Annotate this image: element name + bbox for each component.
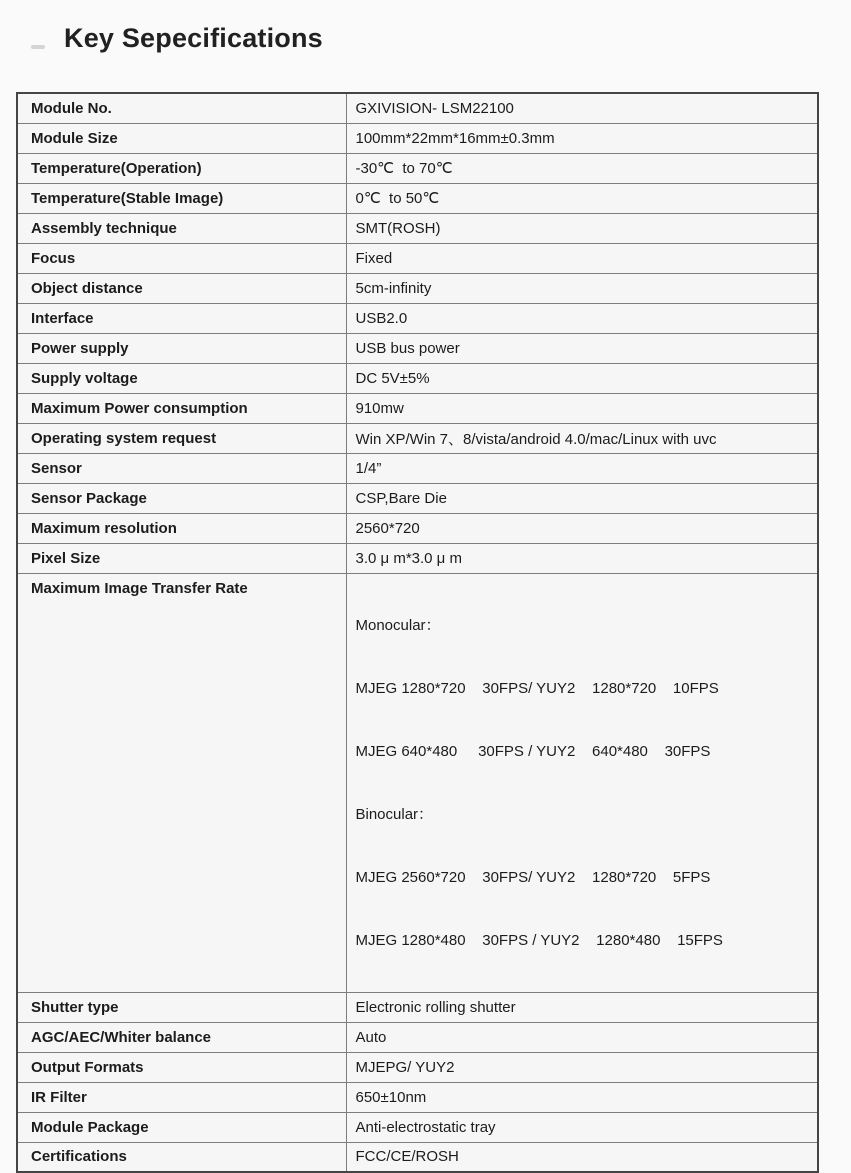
page-title: Key Sepecifications xyxy=(64,23,323,53)
spec-table xyxy=(16,92,819,1173)
spec-label-maximum-power-consumption: Maximum Power consumption xyxy=(17,393,346,423)
table-row xyxy=(17,213,818,243)
table-row xyxy=(17,453,818,483)
table-row xyxy=(17,123,818,153)
table-row xyxy=(17,243,818,273)
table-row xyxy=(17,303,818,333)
spec-label-temperature-stable-image: Temperature(Stable Image) xyxy=(17,183,346,213)
spec-value-maximum-image-transfer-rate xyxy=(346,573,818,992)
rate-line-binocular-2: MJEG 1280*480 30FPS / YUY2 1280*480 15FPS xyxy=(355,931,723,949)
spec-value-supply-voltage: DC 5V±5% xyxy=(346,363,818,393)
spec-value-module-size: 100mm*22mm*16mm±0.3mm xyxy=(346,123,818,153)
spec-value-temperature-stable-image: 0℃ to 50℃ xyxy=(346,183,818,213)
table-row xyxy=(17,543,818,573)
spec-value-power-supply: USB bus power xyxy=(346,333,818,363)
spec-label-temperature-operation: Temperature(Operation) xyxy=(17,153,346,183)
spec-label-object-distance: Object distance xyxy=(17,273,346,303)
rate-line-monocular-2: MJEG 640*480 30FPS / YUY2 640*480 30FPS xyxy=(355,742,711,760)
spec-value-module-package: Anti-electrostatic tray xyxy=(346,1112,818,1142)
spec-label-maximum-resolution: Maximum resolution xyxy=(17,513,346,543)
spec-label-module-package: Module Package xyxy=(17,1112,346,1142)
spec-value-sensor-package: CSP,Bare Die xyxy=(346,483,818,513)
spec-label-focus: Focus xyxy=(17,243,346,273)
table-row xyxy=(17,153,818,183)
spec-label-supply-voltage: Supply voltage xyxy=(17,363,346,393)
table-row xyxy=(17,1112,818,1142)
table-row xyxy=(17,513,818,543)
table-row xyxy=(17,333,818,363)
spec-label-pixel-size: Pixel Size xyxy=(17,543,346,573)
table-row xyxy=(17,1052,818,1082)
table-row xyxy=(17,363,818,393)
spec-value-output-formats: MJEPG/ YUY2 xyxy=(346,1052,818,1082)
spec-label-ir-filter: IR Filter xyxy=(17,1082,346,1112)
spec-label-module-no: Module No. xyxy=(17,93,346,123)
spec-label-sensor: Sensor xyxy=(17,453,346,483)
rate-line-binocular-header: Binocular： xyxy=(355,805,434,823)
spec-label-output-formats: Output Formats xyxy=(17,1052,346,1082)
table-row xyxy=(17,992,818,1022)
title-dash-mark xyxy=(31,45,45,49)
table-row xyxy=(17,483,818,513)
table-row xyxy=(17,183,818,213)
rate-line-monocular-1: MJEG 1280*720 30FPS/ YUY2 1280*720 10FPS xyxy=(355,679,719,697)
table-row xyxy=(17,1082,818,1112)
table-row xyxy=(17,93,818,123)
spec-value-maximum-power-consumption: 910mw xyxy=(346,393,818,423)
spec-value-operating-system-request: Win XP/Win 7、8/vista/android 4.0/mac/Linux with uvc xyxy=(346,423,818,453)
spec-value-pixel-size: 3.0 μ m*3.0 μ m xyxy=(346,543,818,573)
spec-value-focus: Fixed xyxy=(346,243,818,273)
table-row xyxy=(17,1022,818,1052)
table-row xyxy=(17,273,818,303)
table-row xyxy=(17,573,818,992)
spec-label-sensor-package: Sensor Package xyxy=(17,483,346,513)
table-row xyxy=(17,1142,818,1172)
table-row xyxy=(17,423,818,453)
rate-line-binocular-1: MJEG 2560*720 30FPS/ YUY2 1280*720 5FPS xyxy=(355,868,711,886)
spec-label-power-supply: Power supply xyxy=(17,333,346,363)
spec-label-assembly-technique: Assembly technique xyxy=(17,213,346,243)
page-header xyxy=(0,0,851,56)
spec-label-certifications: Certifications xyxy=(17,1142,346,1172)
table-row xyxy=(17,393,818,423)
spec-value-assembly-technique: SMT(ROSH) xyxy=(346,213,818,243)
spec-value-temperature-operation: -30℃ to 70℃ xyxy=(346,153,818,183)
spec-value-shutter-type: Electronic rolling shutter xyxy=(346,992,818,1022)
spec-value-object-distance: 5cm-infinity xyxy=(346,273,818,303)
spec-label-module-size: Module Size xyxy=(17,123,346,153)
spec-label-shutter-type: Shutter type xyxy=(17,992,346,1022)
spec-value-maximum-resolution: 2560*720 xyxy=(346,513,818,543)
spec-label-operating-system-request: Operating system request xyxy=(17,423,346,453)
spec-value-certifications: FCC/CE/ROSH xyxy=(346,1142,818,1172)
spec-value-interface: USB2.0 xyxy=(346,303,818,333)
spec-value-agc-aec-whiter-balance: Auto xyxy=(346,1022,818,1052)
spec-value-module-no: GXIVISION- LSM22100 xyxy=(346,93,818,123)
spec-label-agc-aec-whiter-balance: AGC/AEC/Whiter balance xyxy=(17,1022,346,1052)
spec-value-ir-filter: 650±10nm xyxy=(346,1082,818,1112)
spec-label-maximum-image-transfer-rate: Maximum Image Transfer Rate xyxy=(17,573,346,992)
spec-label-interface: Interface xyxy=(17,303,346,333)
rate-line-monocular-header: Monocular： xyxy=(355,616,441,634)
spec-value-sensor: 1/4” xyxy=(346,453,818,483)
